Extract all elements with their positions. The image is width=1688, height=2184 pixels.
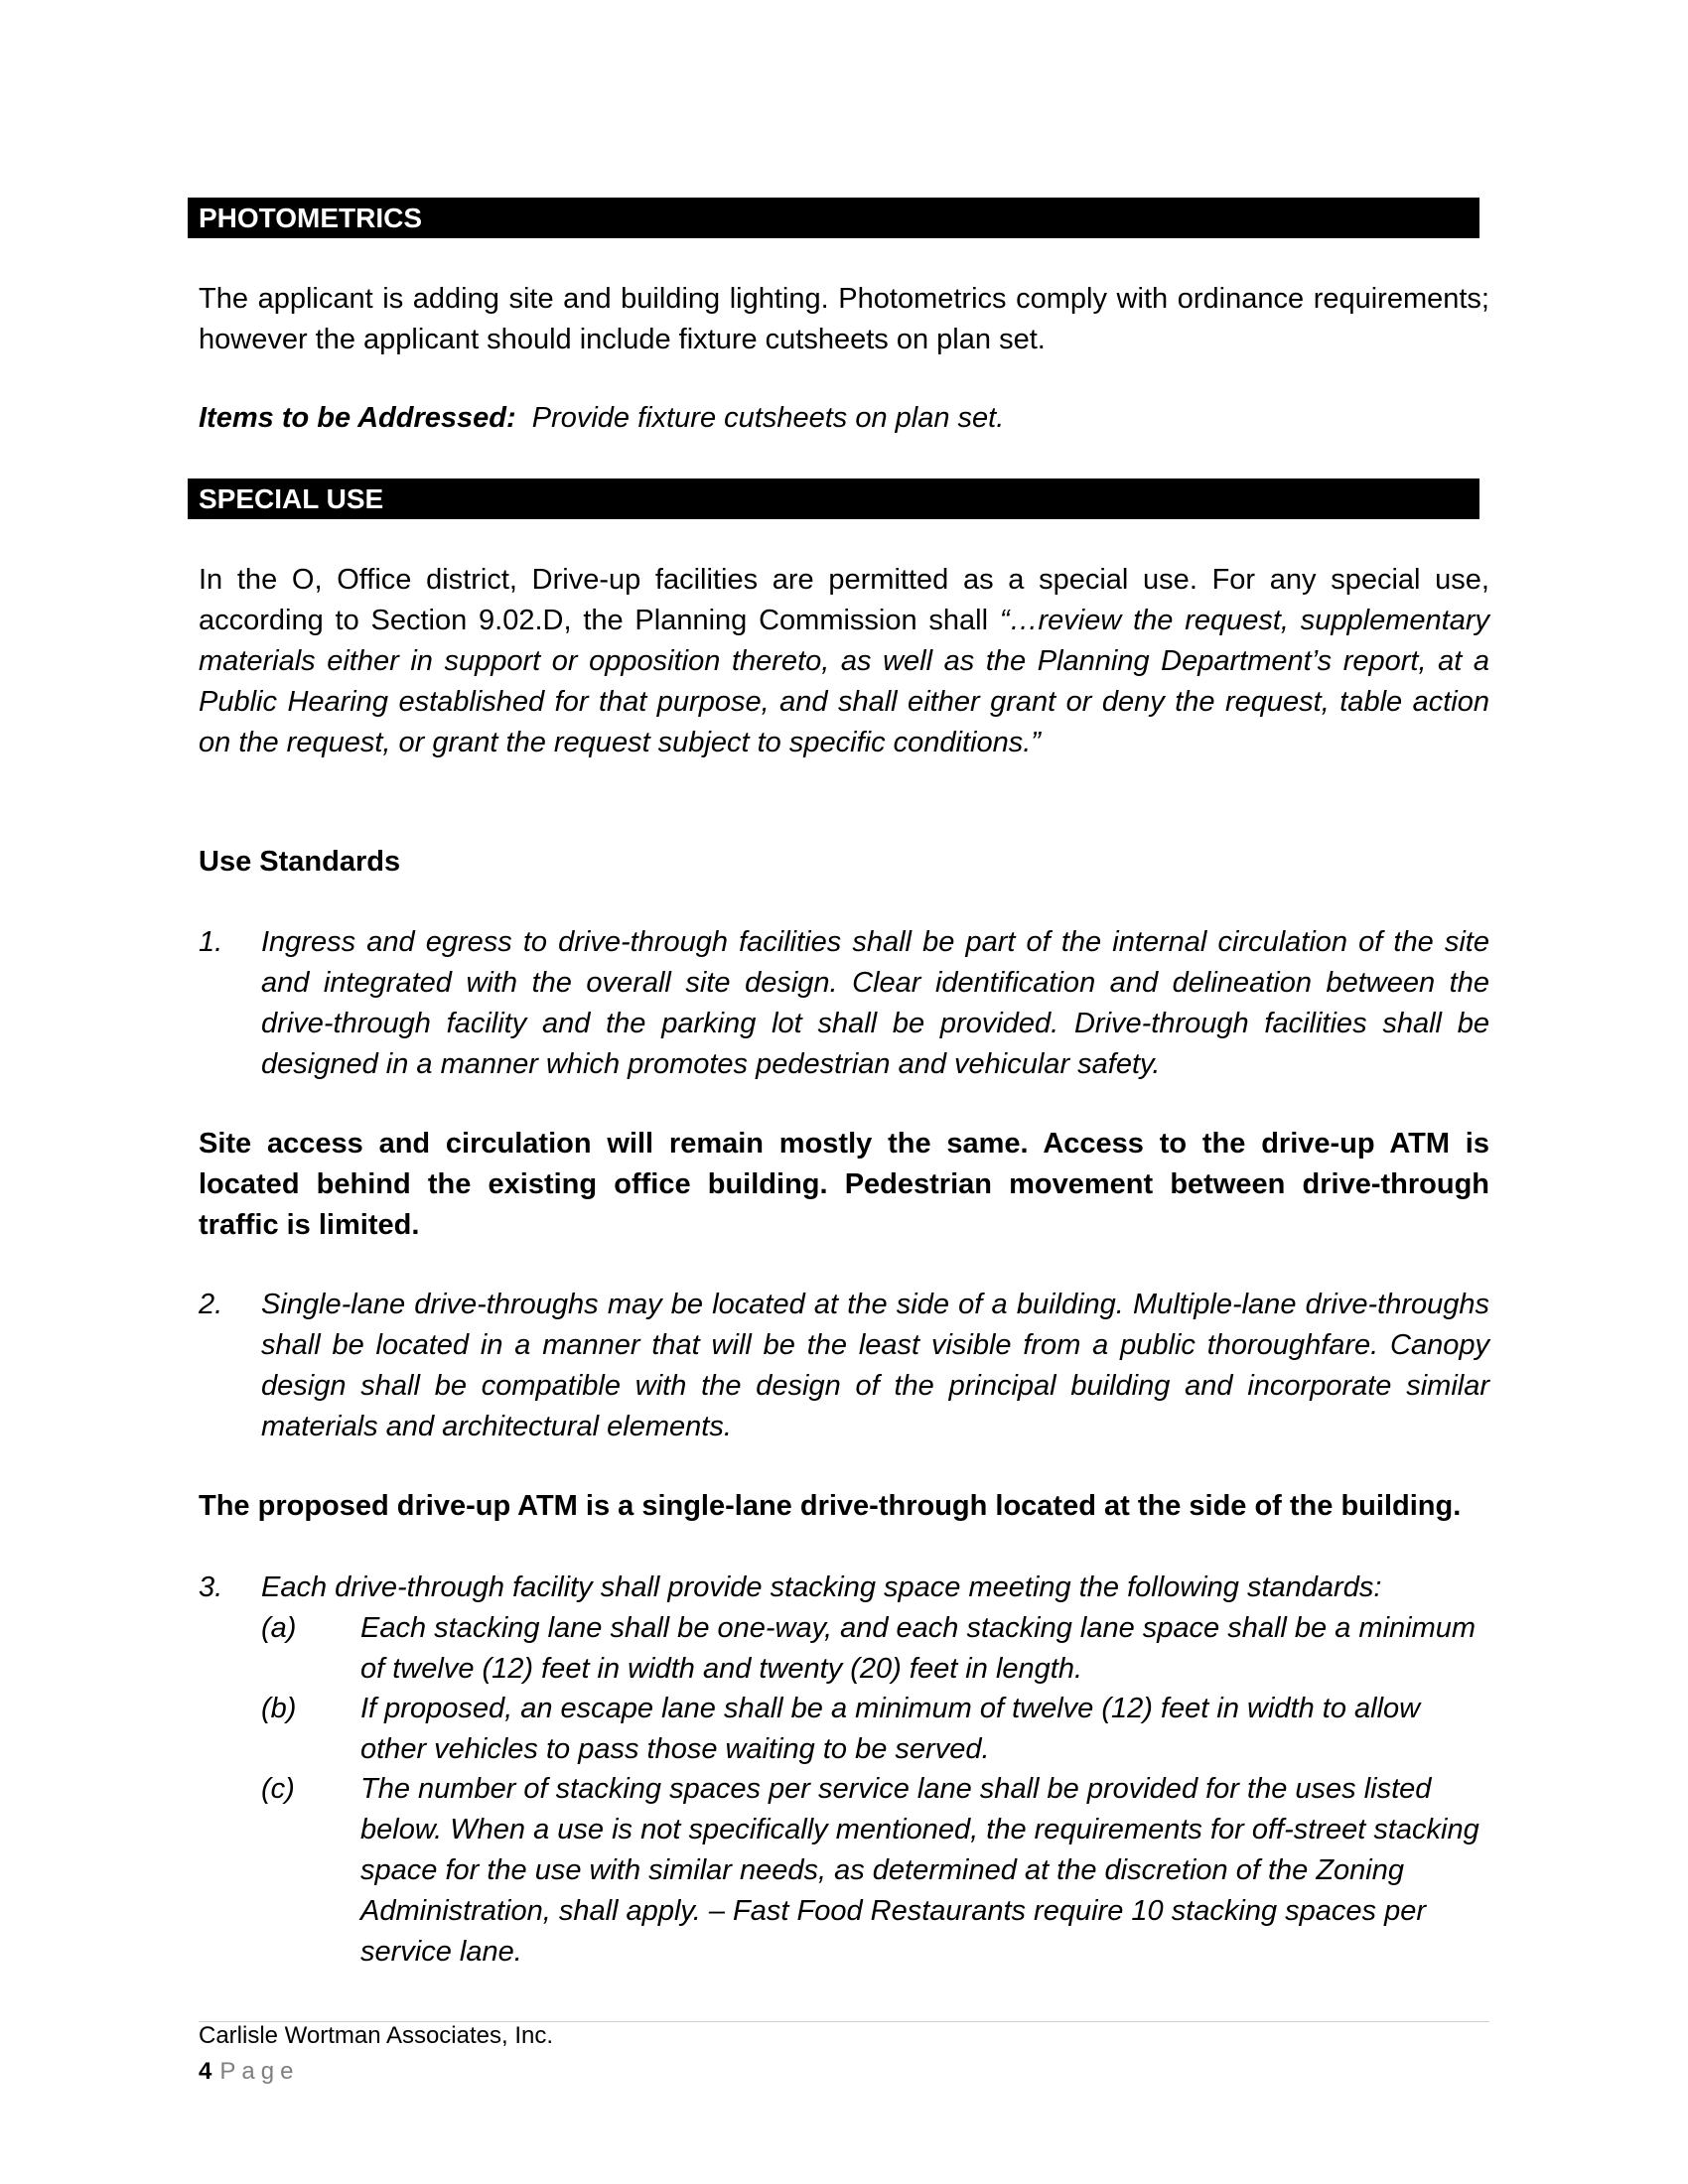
special-use-intro	[199, 560, 1489, 763]
use-standard-subitem-b	[261, 1689, 1489, 1770]
item-number: 2.	[199, 1289, 223, 1320]
subitem-label: (a)	[261, 1612, 297, 1644]
photometrics-items-to-address	[199, 398, 1489, 439]
page-number: 4	[199, 2058, 212, 2085]
use-standard-item-3	[199, 1568, 1489, 1608]
subitem-text: If proposed, an escape lane shall be a minimum of twelve (12) feet in width to allow other vehicles to pass those waiting to be served.	[360, 1693, 1421, 1765]
item-number: 3.	[199, 1571, 223, 1603]
item-1-response: Site access and circulation will remain mostly the same. Access to the drive-up ATM is located behind the existing office building. Pedestrian movement between drive-through traffic is limited.	[199, 1128, 1489, 1241]
use-standard-item-2	[199, 1285, 1489, 1447]
footer-company-name: Carlisle Wortman Associates, Inc.	[199, 2022, 554, 2049]
item-text: Each drive-through facility shall provide stacking space meeting the following standards:	[261, 1571, 1382, 1603]
section-heading-special-use: SPECIAL USE	[188, 478, 1479, 519]
subitem-label: (c)	[261, 1773, 295, 1805]
items-to-address-text: Provide fixture cutsheets on plan set.	[515, 402, 1005, 434]
section-heading-photometrics: PHOTOMETRICS	[188, 198, 1479, 238]
page-label: Page	[219, 2058, 300, 2085]
subitem-text: The number of stacking spaces per service lane shall be provided for the uses listed below. When a use is not specifically mentioned, the requirements for off-street stacking space for the use with similar needs, as determined at the discretion of the Zoning Administration, shall apply. – Fast Food Restaurants require 10 stacking spaces per service lane.	[360, 1773, 1479, 1968]
photometrics-body: The applicant is adding site and building lighting. Photometrics comply with ordinance requirements; however the applicant should include fixture cutsheets on plan set.	[199, 283, 1489, 355]
use-standard-subitem-c	[261, 1769, 1489, 1973]
item-text: Ingress and egress to drive-through facilities shall be part of the internal circulation of the site and integrated with the overall site design. Clear identification and delineation between the drive-through facility and the parking lot shall be provided. Drive-through facilities shall be designed in a manner which promotes pedestrian and vehicular safety.	[261, 926, 1489, 1080]
item-number: 1.	[199, 926, 223, 958]
item-2-response: The proposed drive-up ATM is a single-lane drive-through located at the side of the building.	[199, 1490, 1462, 1522]
subitem-label: (b)	[261, 1693, 297, 1724]
items-to-address-label: Items to be Addressed:	[199, 402, 516, 434]
footer-page-indicator	[199, 2055, 299, 2089]
use-standard-subitem-a	[261, 1608, 1489, 1690]
subitem-text: Each stacking lane shall be one-way, and each stacking lane space shall be a minimum of twelve (12) feet in width and twenty (20) feet in length.	[360, 1612, 1477, 1685]
special-use-intro-quote: “…review the request, supplementary materials either in support or opposition thereto, as well as the Planning Department’s report, at a Public Hearing established for that purpose, and shall either grant or deny the request, table action on the request, or grant the request subject to specific conditions.”	[199, 605, 1489, 758]
use-standard-item-1	[199, 922, 1489, 1085]
special-use-intro-plain: In the O, Office district, Drive-up facilities are permitted as a special use. For any special use, according to Section 9.02.D, the Planning Commission shall	[199, 564, 1489, 636]
item-text: Single-lane drive-throughs may be located at the side of a building. Multiple-lane drive-throughs shall be located in a manner that will be the least visible from a public thoroughfare. Canopy design shall be compatible with the design of the principal building and incorporate similar materials and architectural elements.	[261, 1289, 1489, 1442]
use-standards-heading: Use Standards	[199, 846, 401, 878]
